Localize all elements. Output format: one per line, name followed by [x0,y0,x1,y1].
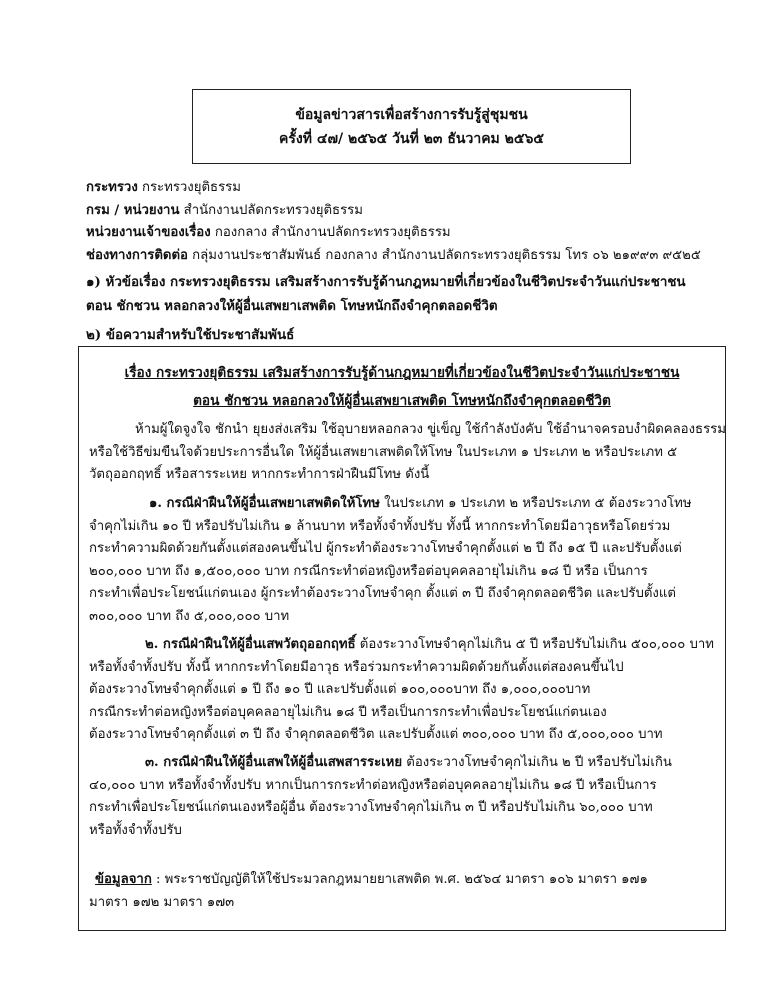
item1-line: กระทำความผิดด้วยกันตั้งแต่สองคนขึ้นไป ผู้กระทำต้องระวางโทษจำคุกตั้งแต่ ๒ ปี ถึง ๑๕ ปี และปรับตั้งแต่ [89,541,682,557]
subject-line1: เรื่อง กระทรวงยุติธรรม เสริมสร้างการรับรู้ด้านกฎหมายที่เกี่ยวข้องในชีวิตประจำวันแก่ประชาชน [124,365,680,381]
source-label: ข้อมูลจาก [95,872,152,887]
item1-line: ๒๐๐,๐๐๐ บาท ถึง ๑,๕๐๐,๐๐๐ บาท กรณีกระทำต่อหญิงหรือต่อบุคคลอายุไม่เกิน ๑๘ ปี หรือ เป็นการ [89,563,648,579]
intro-line: วัตถุออกฤทธิ์ หรือสารระเหย หากกระทำการฝ่าฝืนมีโทษ ดังนี้ [89,467,430,483]
item3-tail: ต้องระวางโทษจำคุกไม่เกิน ๒ ปี หรือปรับไม่เกิน [402,755,672,770]
section1-heading [86,270,726,318]
intro-line: ห้ามผู้ใดจูงใจ ชักนำ ยุยงส่งเสริม ใช้อุบายหลอกลวง ขู่เข็ญ ใช้กำลังบังคับ ใช้อำนาจครอบงำผิดคลองธรรม [135,422,726,437]
section1-line2: ตอน ชักชวน หลอกลวงให้ผู้อื่นเสพยาเสพติด โทษหนักถึงจำคุกตลอดชีวิต [86,298,498,314]
item2-tail: ต้องระวางโทษจำคุกไม่เกิน ๕ ปี หรือปรับไม่เกิน ๕๐๐,๐๐๐ บาท [355,637,714,652]
meta-contact-value: กลุ่มงานประชาสัมพันธ์ กองกลาง สำนักงานปลัดกระทรวงยุติธรรม โทร ๐๖ ๒๑๙๙๓ ๙๕๒๕ [187,247,701,263]
item1-line: กระทำเพื่อประโยชน์แก่ตนเอง ผู้กระทำต้องระวางโทษจำคุก ตั้งแต่ ๓ ปี ถึงจำคุกตลอดชีวิต และปรับตั้งแต่ [89,586,676,602]
meta-ministry-label: กระทรวง [86,180,138,195]
meta-dept [86,200,726,223]
meta-dept-value: สำนักงานปลัดกระทรวงยุติธรรม [179,202,363,218]
item1-head: ๑. กรณีฝ่าฝืนให้ผู้อื่นเสพยาเสพติดให้โทษ [149,496,380,511]
meta-owner-label: หน่วยงานเจ้าของเรื่อง [86,225,211,240]
item2-line: กรณีกระทำต่อหญิงหรือต่อบุคคลอายุไม่เกิน ๑๘ ปี หรือเป็นการกระทำเพื่อประโยชน์แก่ตนเอง [89,704,607,720]
meta-contact-label: ช่องทางการติดต่อ [86,247,188,263]
item2-first-line [89,634,717,657]
item1-paragraph [89,493,717,629]
item2-line: ต้องระวางโทษจำคุกตั้งแต่ ๑ ปี ถึง ๑๐ ปี และปรับตั้งแต่ ๑๐๐,๐๐๐บาท ถึง ๑,๐๐๐,๐๐๐บาท [89,682,591,698]
header-title: ข้อมูลข่าวสารเพื่อสร้างการรับรู้สู่ชุมชน [295,106,528,123]
meta-block [86,177,726,267]
item2-line: หรือทั้งจำทั้งปรับ ทั้งนี้ หากกระทำโดยมีอาวุธ หรือร่วมกระทำความผิดด้วยกันตั้งแต่สองคนขึ้นไป [89,659,624,675]
item3-head: ๓. กรณีฝ่าฝืนให้ผู้อื่นเสพให้ผู้อื่นเสพสารระเหย [145,755,403,770]
item1-tail: ในประเภท ๑ ประเภท ๒ หรือประเภท ๕ ต้องระวางโทษ [379,496,692,511]
intro-line: หรือใช้วิธีข่มขืนใจด้วยประการอื่นใด ให้ผู้อื่นเสพยาเสพติดให้โทษ ในประเภท ๑ ประเภท ๒ หรือประเภท ๕ [89,444,678,460]
item3-first-line [89,752,717,775]
source-line1 [89,869,717,892]
item1-line: จำคุกไม่เกิน ๑๐ ปี หรือปรับไม่เกิน ๑ ล้านบาท หรือทั้งจำทั้งปรับ ทั้งนี้ หากกระทำโดยมีอาวุธหรือโดยร่วม [89,518,671,534]
item3-paragraph [89,752,717,842]
source-text: : พระราชบัญญัติให้ใช้ประมวลกฎหมายยาเสพติด พ.ศ. ๒๕๖๔ มาตรา ๑๐๖ มาตรา ๑๗๑ [151,872,648,887]
item2-head: ๒. กรณีฝ่าฝืนให้ผู้อื่นเสพวัตถุออกฤทธิ์ [145,637,356,652]
item3-line: กระทำเพื่อประโยชน์แก่ตนเองหรือผู้อื่น ต้องระวางโทษจำคุกไม่เกิน ๓ ปี หรือปรับไม่เกิน ๖๐,๐๐๐ บาท [89,800,653,816]
meta-owner-value: กองกลาง สำนักงานปลัดกระทรวงยุติธรรม [210,225,451,240]
header-issue: ครั้งที่ ๔๗/ ๒๕๖๕ วันที่ ๒๓ ธันวาคม ๒๕๖๕ [279,130,544,147]
meta-ministry [86,177,726,200]
item1-first-line [89,493,717,516]
section1-line1: ๑) หัวข้อเรื่อง กระทรวงยุติธรรม เสริมสร้างการรับรู้ด้านกฎหมายที่เกี่ยวข้องในชีวิตประจำวันแก่ประชาชน [86,274,686,290]
meta-dept-label: กรม / หน่วยงาน [86,202,180,218]
intro-paragraph [89,419,726,487]
item3-line: ๔๐,๐๐๐ บาท หรือทั้งจำทั้งปรับ หากเป็นการกระทำต่อหญิงหรือต่อบุคคลอายุไม่เกิน ๑๘ ปี หรือเป็นการ [89,777,657,793]
meta-contact [86,245,726,268]
item2-paragraph [89,634,717,747]
content-box [78,346,726,931]
meta-owner [86,222,726,245]
section2-heading: ๒) ข้อความสำหรับใช้ประชาสัมพันธ์ [86,327,295,343]
item3-line: หรือทั้งจำทั้งปรับ [89,822,182,838]
source-line2: มาตรา ๑๗๒ มาตรา ๑๗๓ [89,894,235,910]
subject-line2: ตอน ชักชวน หลอกลวงให้ผู้อื่นเสพยาเสพติด โทษหนักถึงจำคุกตลอดชีวิต [193,393,611,409]
item2-line: ต้องระวางโทษจำคุกตั้งแต่ ๓ ปี ถึง จำคุกตลอดชีวิต และปรับตั้งแต่ ๓๐๐,๐๐๐ บาท ถึง ๕,๐๐๐,๐๐๐ บาท [89,727,663,743]
meta-ministry-value: กระทรวงยุติธรรม [137,180,241,195]
source-block [89,869,717,914]
header-box [192,89,631,164]
item1-line: ๓๐๐,๐๐๐ บาท ถึง ๕,๐๐๐,๐๐๐ บาท [89,608,290,624]
